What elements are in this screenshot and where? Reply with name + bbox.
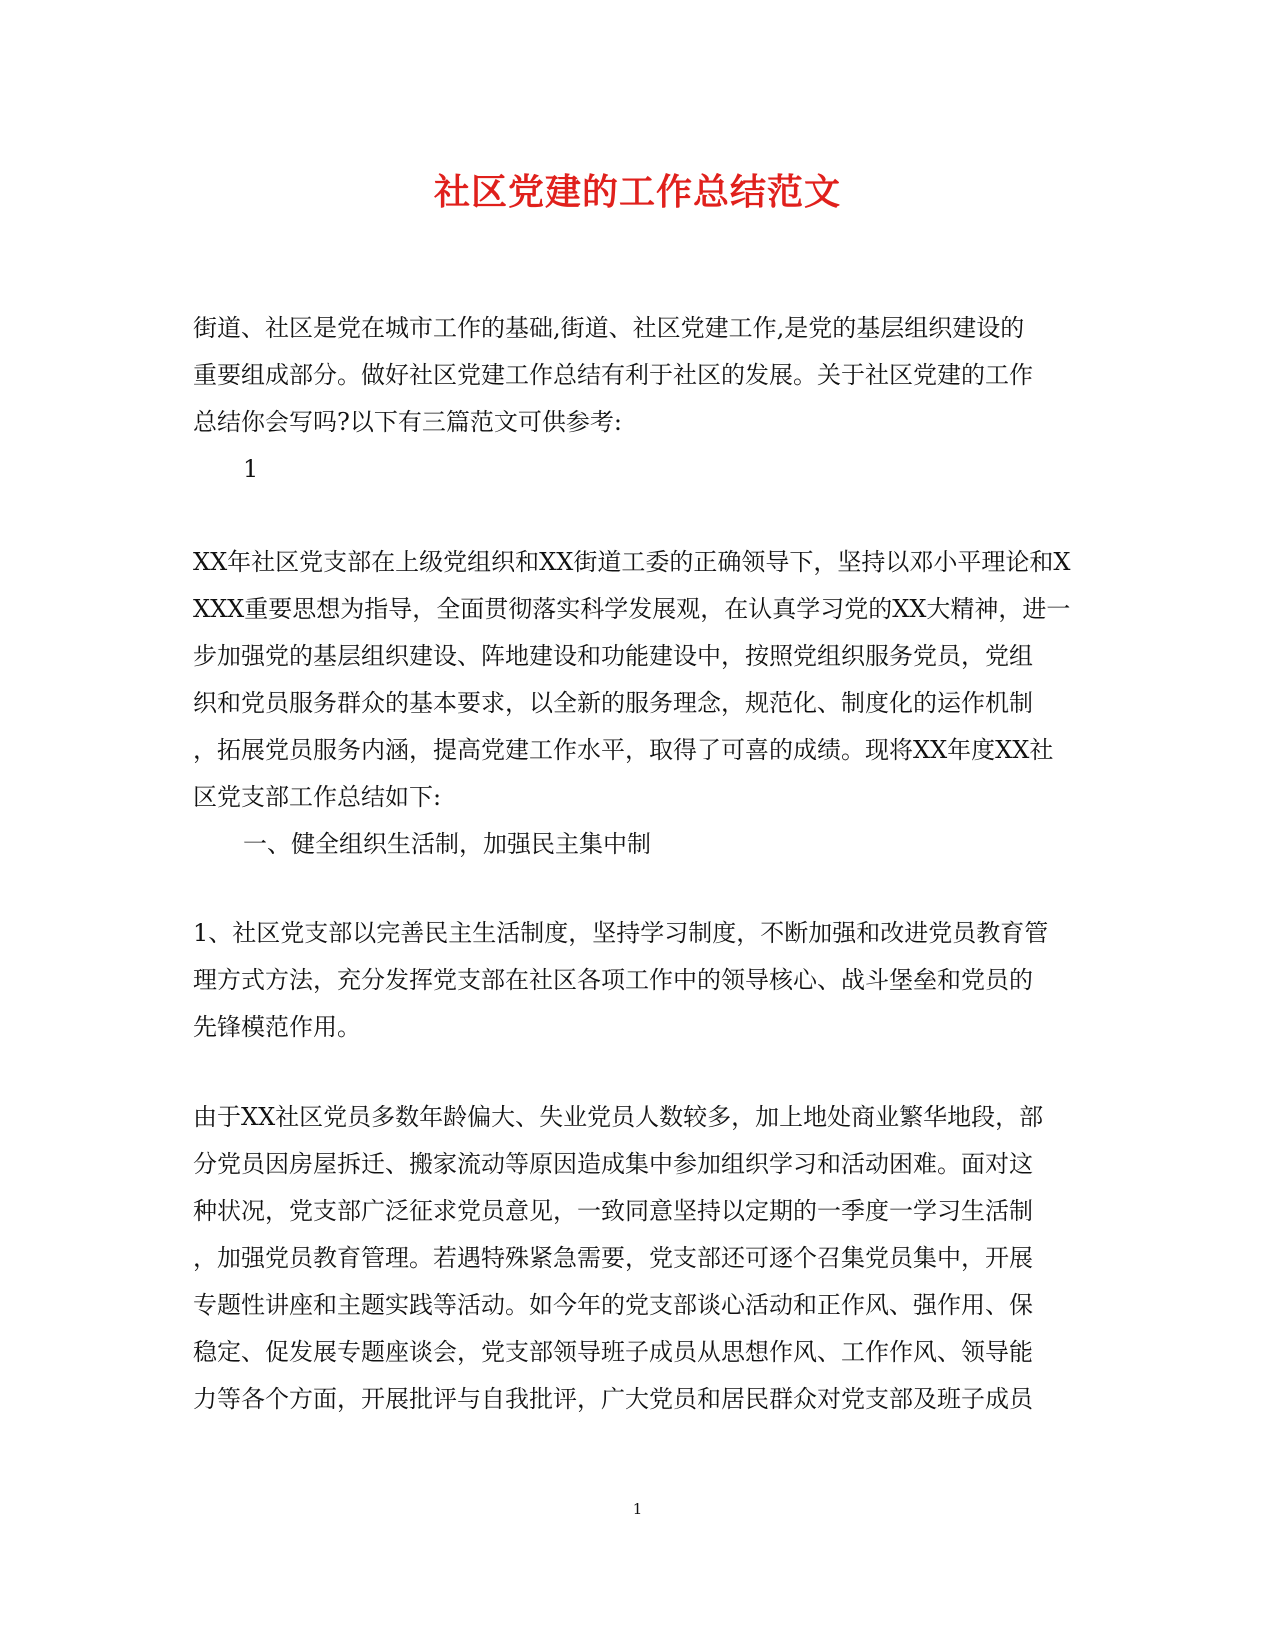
paragraph-line: 力等各个方面，开展批评与自我批评，广大党员和居民群众对党支部及班子成员 [193,1385,1033,1413]
paragraph-line: 分党员因房屋拆迁、搬家流动等原因造成集中参加组织学习和活动困难。面对这 [193,1150,1033,1178]
section-heading: 一、健全组织生活制，加强民主集中制 [243,830,651,858]
paragraph-line: 稳定、促发展专题座谈会，党支部领导班子成员从思想作风、工作作风、领导能 [193,1338,1033,1366]
paragraph-1 [193,539,1081,868]
intro-paragraph [193,305,1081,493]
intro-line: 重要组成部分。做好社区党建工作总结有利于社区的发展。关于社区党建的工作 [193,361,1033,389]
page-number: 1 [632,1500,643,1518]
paragraph-line: 步加强党的基层组织建设、阵地建设和功能建设中，按照党组织服务党员，党组 [193,642,1033,670]
paragraph-2 [193,910,1081,1051]
paragraph-line: 区党支部工作总结如下: [193,783,442,811]
paragraph-line: ，拓展党员服务内涵，提高党建工作水平，取得了可喜的成绩。现将XX年度XX社 [193,736,1054,764]
paragraph-line: 1、社区党支部以完善民主生活制度，坚持学习制度，不断加强和改进党员教育管 [193,919,1049,947]
paragraph-line: 先锋模范作用。 [193,1013,361,1041]
intro-line: 总结你会写吗?以下有三篇范文可供参考: [193,408,622,436]
paragraph-line: XX年社区党支部在上级党组织和XX街道工委的正确领导下，坚持以邓小平理论和X [193,548,1071,576]
paragraph-line: 理方式方法，充分发挥党支部在社区各项工作中的领导核心、战斗堡垒和党员的 [193,966,1033,994]
paragraph-line: 织和党员服务群众的基本要求，以全新的服务理念，规范化、制度化的运作机制 [193,689,1033,717]
paragraph-line: 由于XX社区党员多数年龄偏大、失业党员人数较多，加上地处商业繁华地段，部 [193,1103,1044,1131]
paragraph-line: XXX重要思想为指导，全面贯彻落实科学发展观，在认真学习党的XX大精神，进一 [193,595,1071,623]
paragraph-line: ，加强党员教育管理。若遇特殊紧急需要，党支部还可逐个召集党员集中，开展 [193,1244,1033,1272]
paragraph-3 [193,1094,1081,1423]
section-number: 1 [243,455,259,483]
paragraph-line: 专题性讲座和主题实践等活动。如今年的党支部谈心活动和正作风、强作用、保 [193,1291,1033,1319]
paragraph-line: 种状况，党支部广泛征求党员意见，一致同意坚持以定期的一季度一学习生活制 [193,1197,1033,1225]
intro-line: 街道、社区是党在城市工作的基础,街道、社区党建工作,是党的基层组织建设的 [193,314,1025,342]
document-title: 社区党建的工作总结范文 [433,171,841,213]
